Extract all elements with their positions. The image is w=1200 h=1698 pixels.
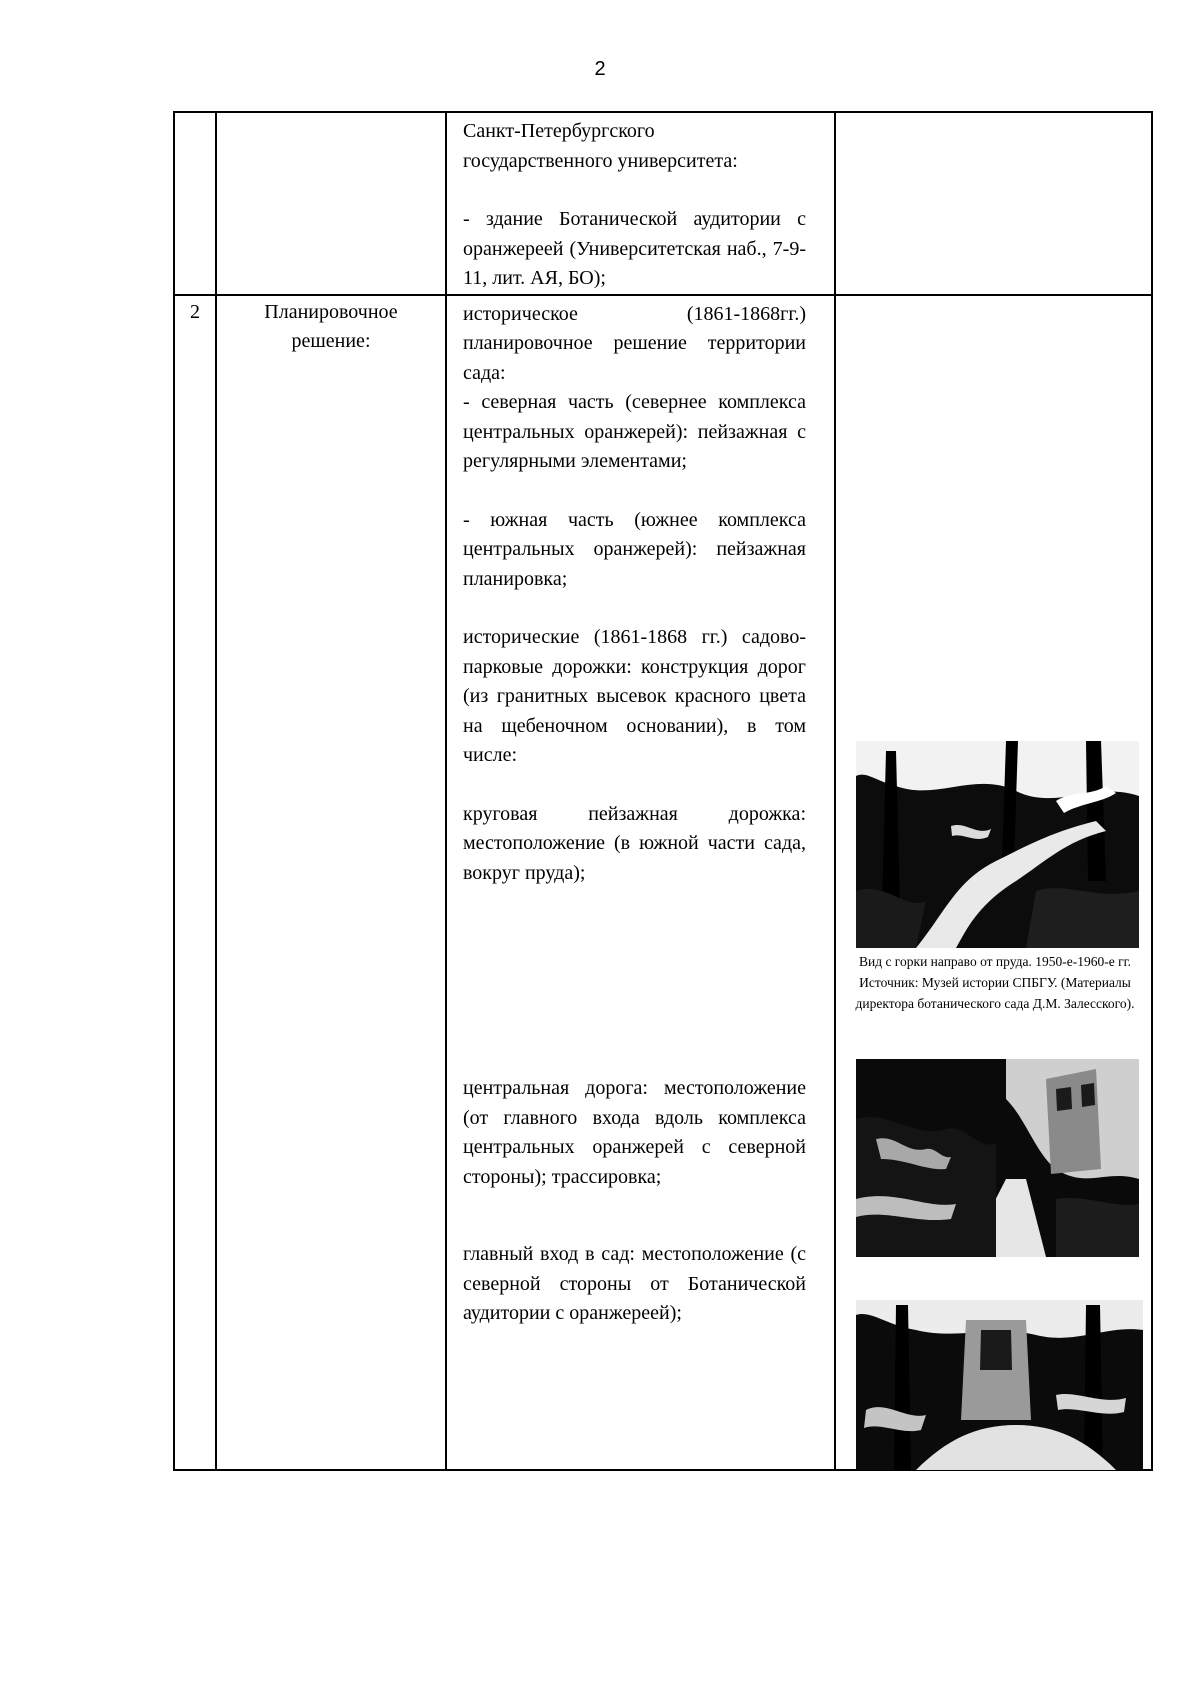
paragraph-circular-path: круговая пейзажная дорожка: местоположение (в южной части сада, вокруг пруда); bbox=[463, 802, 806, 884]
row-name: Планировочное решение: bbox=[216, 295, 446, 1470]
monument-subject-table bbox=[173, 111, 1153, 1471]
cell-name-empty bbox=[216, 112, 446, 295]
paragraph-north-part: - северная часть (севернее комплекса центральных оранжерей): пейзажная с регулярными элементами; bbox=[463, 391, 806, 472]
photo-main-entrance-icon bbox=[856, 1300, 1143, 1470]
table-row-continuation bbox=[174, 112, 1152, 295]
photo-caption: Вид с горки направо от пруда. 1950-е-1960-е гг. Источник: Музей истории СПБГУ. (Материалы директора ботанического сада Д.М. Залесского). bbox=[855, 953, 1135, 1011]
cell-illustration-empty bbox=[835, 112, 1152, 295]
paragraph-central-road: центральная дорога: местоположение (от главного входа вдоль комплекса центральных оранжерей с северной стороны); трассировка; bbox=[463, 1077, 806, 1188]
paragraph-botanical-auditorium: - здание Ботанической аудитории с оранжереей (Университетская наб., 7-9-11, лит. АЯ, БО); bbox=[463, 208, 806, 289]
page-number: 2 bbox=[594, 58, 606, 80]
cell-number-empty bbox=[174, 112, 216, 295]
paragraph-university: Санкт-Петербургского государственного университета: bbox=[463, 120, 738, 172]
paragraph-garden-paths: исторические (1861-1868 гг.) садово-парковые дорожки: конструкция дорог (из гранитных высевок красного цвета на щебеночном основании), в том числе: bbox=[463, 626, 806, 766]
photo-central-road-icon bbox=[856, 1059, 1139, 1257]
table-row-planning bbox=[174, 295, 1152, 1470]
cell-illustrations bbox=[835, 295, 1152, 1470]
paragraph-planning-solution: историческое (1861-1868гг.) планировочное решение территории сада: bbox=[463, 302, 806, 384]
paragraph-south-part: - южная часть (южнее комплекса центральных оранжерей): пейзажная планировка; bbox=[463, 508, 806, 590]
cell-description bbox=[446, 295, 835, 1470]
cell-description bbox=[446, 112, 835, 295]
row-number: 2 bbox=[174, 295, 216, 1470]
paragraph-main-entrance: главный вход в сад: местоположение (с северной стороны от Ботанической аудитории с оранжереей); bbox=[463, 1243, 806, 1324]
photo-path-by-pond-icon bbox=[856, 741, 1139, 948]
